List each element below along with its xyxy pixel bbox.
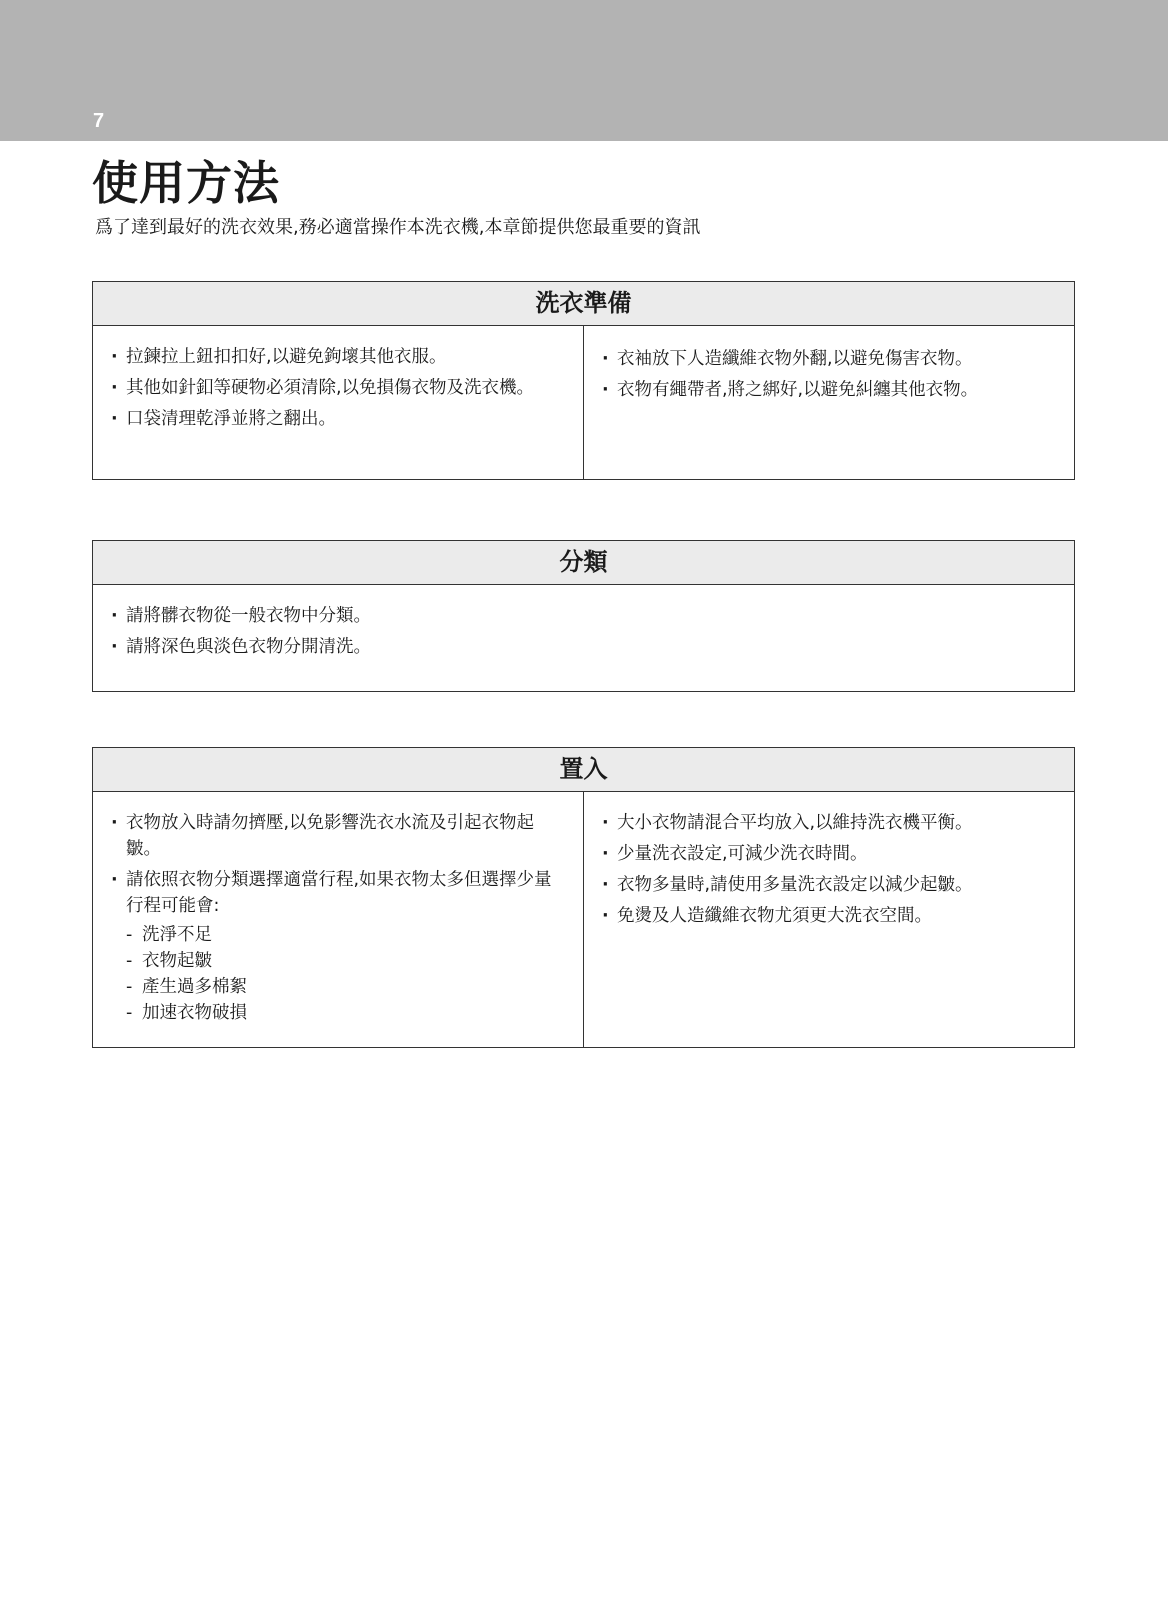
dash-icon: -	[126, 925, 133, 945]
list-item: · 衣物放入時請勿擠壓,以免影響洗衣水流及引起衣物起皺。	[111, 808, 567, 865]
dash-icon: -	[126, 1003, 133, 1023]
sub-list-item: - 加速衣物破損	[111, 1000, 567, 1026]
bullet-icon: ·	[111, 606, 118, 626]
list-item: · 衣袖放下人造纖維衣物外翻,以避免傷害衣物。	[602, 344, 1058, 375]
bullet-icon: ·	[602, 844, 609, 864]
section-heading: 分類	[93, 541, 1074, 585]
section-loading	[92, 747, 1075, 1048]
sub-list-item: - 洗淨不足	[111, 922, 567, 948]
list-item: · 請將髒衣物從一般衣物中分類。	[111, 601, 1058, 632]
bullet-icon: ·	[111, 347, 118, 367]
section-preparation	[92, 281, 1075, 480]
list-item: · 拉鍊拉上鈕扣扣好,以避免鉤壞其他衣服。	[111, 342, 567, 373]
section-sorting	[92, 540, 1075, 692]
bullet-icon: ·	[602, 349, 609, 369]
list-item: · 大小衣物請混合平均放入,以維持洗衣機平衡。	[602, 808, 1058, 839]
bullet-icon: ·	[111, 409, 118, 429]
section-heading: 洗衣準備	[93, 282, 1074, 326]
list-item: · 口袋清理乾淨並將之翻出。	[111, 404, 567, 435]
section-single-column	[93, 585, 1074, 692]
bullet-icon: ·	[602, 875, 609, 895]
section-left-column	[93, 326, 583, 480]
sub-list-item: - 產生過多棉絮	[111, 974, 567, 1000]
list-item: · 請將深色與淡色衣物分開清洗。	[111, 632, 1058, 663]
sub-list-item: - 衣物起皺	[111, 948, 567, 974]
section-right-column	[583, 326, 1074, 480]
dash-icon: -	[126, 951, 133, 971]
bullet-icon: ·	[602, 906, 609, 926]
section-right-column	[583, 792, 1074, 1048]
dash-icon: -	[126, 977, 133, 997]
bullet-icon: ·	[111, 378, 118, 398]
page-title: 使用方法	[92, 156, 280, 210]
section-left-column	[93, 792, 583, 1048]
section-heading: 置入	[93, 748, 1074, 792]
bullet-icon: ·	[602, 380, 609, 400]
bullet-icon: ·	[111, 813, 118, 833]
list-item: · 少量洗衣設定,可減少洗衣時間。	[602, 839, 1058, 870]
header-band	[0, 0, 1168, 141]
list-item: · 衣物多量時,請使用多量洗衣設定以減少起皺。	[602, 870, 1058, 901]
list-item: · 請依照衣物分類選擇適當行程,如果衣物太多但選擇少量行程可能會:	[111, 865, 567, 922]
list-item: · 衣物有繩帶者,將之綁好,以避免糾纏其他衣物。	[602, 375, 1058, 406]
page-subtitle: 爲了達到最好的洗衣效果,務必適當操作本洗衣機,本章節提供您最重要的資訊	[95, 217, 701, 238]
bullet-icon: ·	[111, 637, 118, 657]
list-item: · 其他如針釦等硬物必須清除,以免損傷衣物及洗衣機。	[111, 373, 567, 404]
page-number: 7	[93, 110, 105, 132]
list-item: · 免燙及人造纖維衣物尤須更大洗衣空間。	[602, 901, 1058, 932]
bullet-icon: ·	[111, 870, 118, 890]
bullet-icon: ·	[602, 813, 609, 833]
